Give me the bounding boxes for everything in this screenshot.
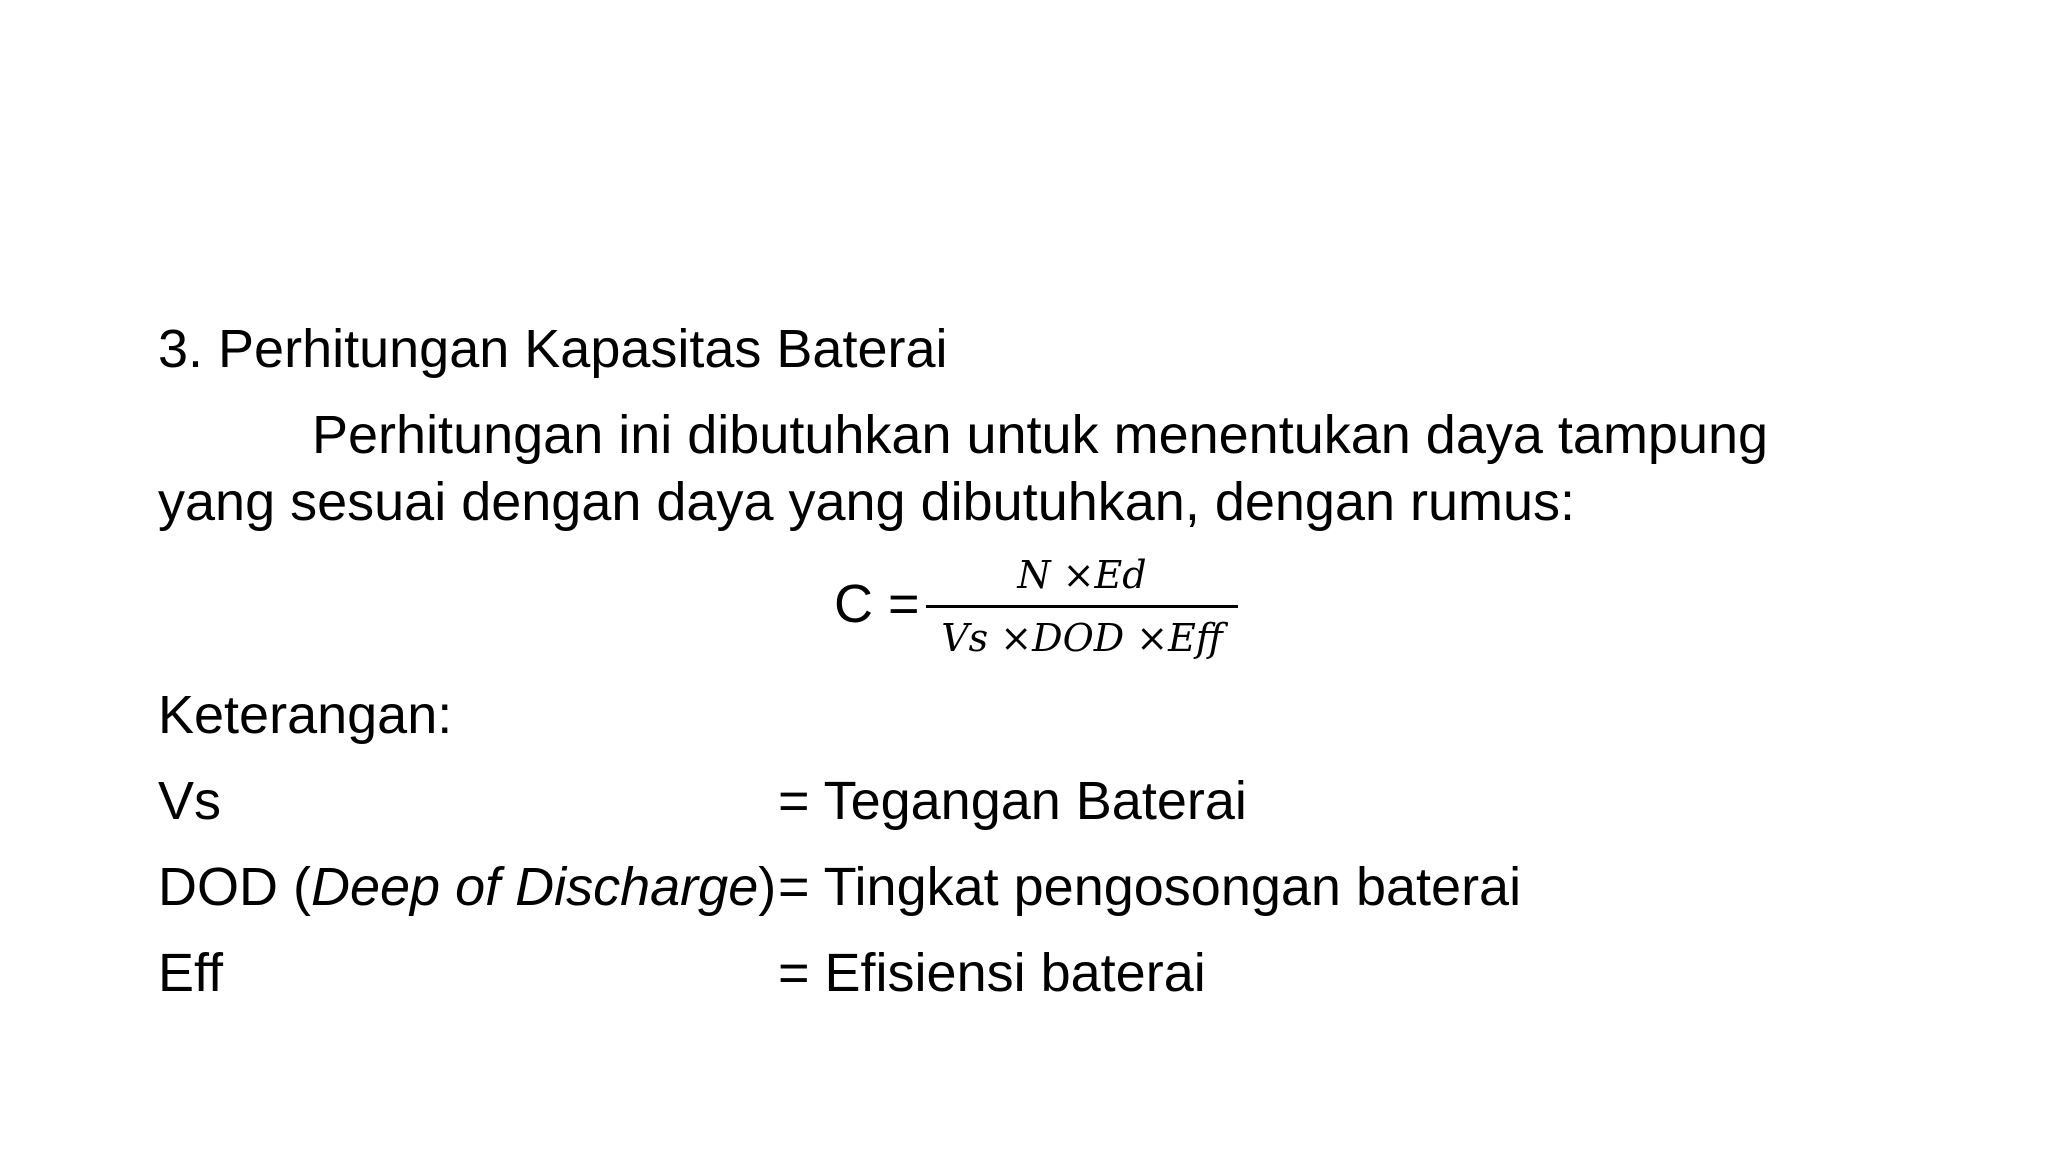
definition-term: Vs (158, 771, 222, 831)
section-heading: 3. Perhitungan Kapasitas Baterai (158, 319, 948, 379)
definition-description: = Efisiensi baterai (778, 943, 1206, 1003)
definition-row-eff (158, 943, 1858, 1006)
formula-lhs: C = (834, 574, 920, 634)
term-italic: Deep of Discharge (310, 857, 759, 917)
term-suffix: ) (758, 857, 777, 917)
definition-description: = Tegangan Baterai (778, 771, 1247, 831)
definition-term: Eff (158, 943, 224, 1003)
paragraph-line-2: yang sesuai dengan daya yang dibutuhkan, dengan rumus: (158, 472, 1576, 532)
definition-row-vs (158, 771, 1858, 834)
definition-description: = Tingkat pengosongan baterai (778, 857, 1522, 917)
formula-numerator: N ×Ed (1017, 553, 1147, 597)
capacity-formula (834, 550, 1254, 660)
keterangan-label: Keterangan: (158, 685, 453, 745)
paragraph-line-1: Perhitungan ini dibutuhkan untuk menentukan daya tampung (312, 405, 1769, 465)
formula-denominator: Vs ×DOD ×Eff (941, 616, 1223, 660)
term-prefix: DOD ( (158, 857, 311, 917)
fraction-bar (926, 605, 1238, 608)
definition-term (158, 857, 777, 917)
definition-row-dod (158, 857, 1858, 920)
